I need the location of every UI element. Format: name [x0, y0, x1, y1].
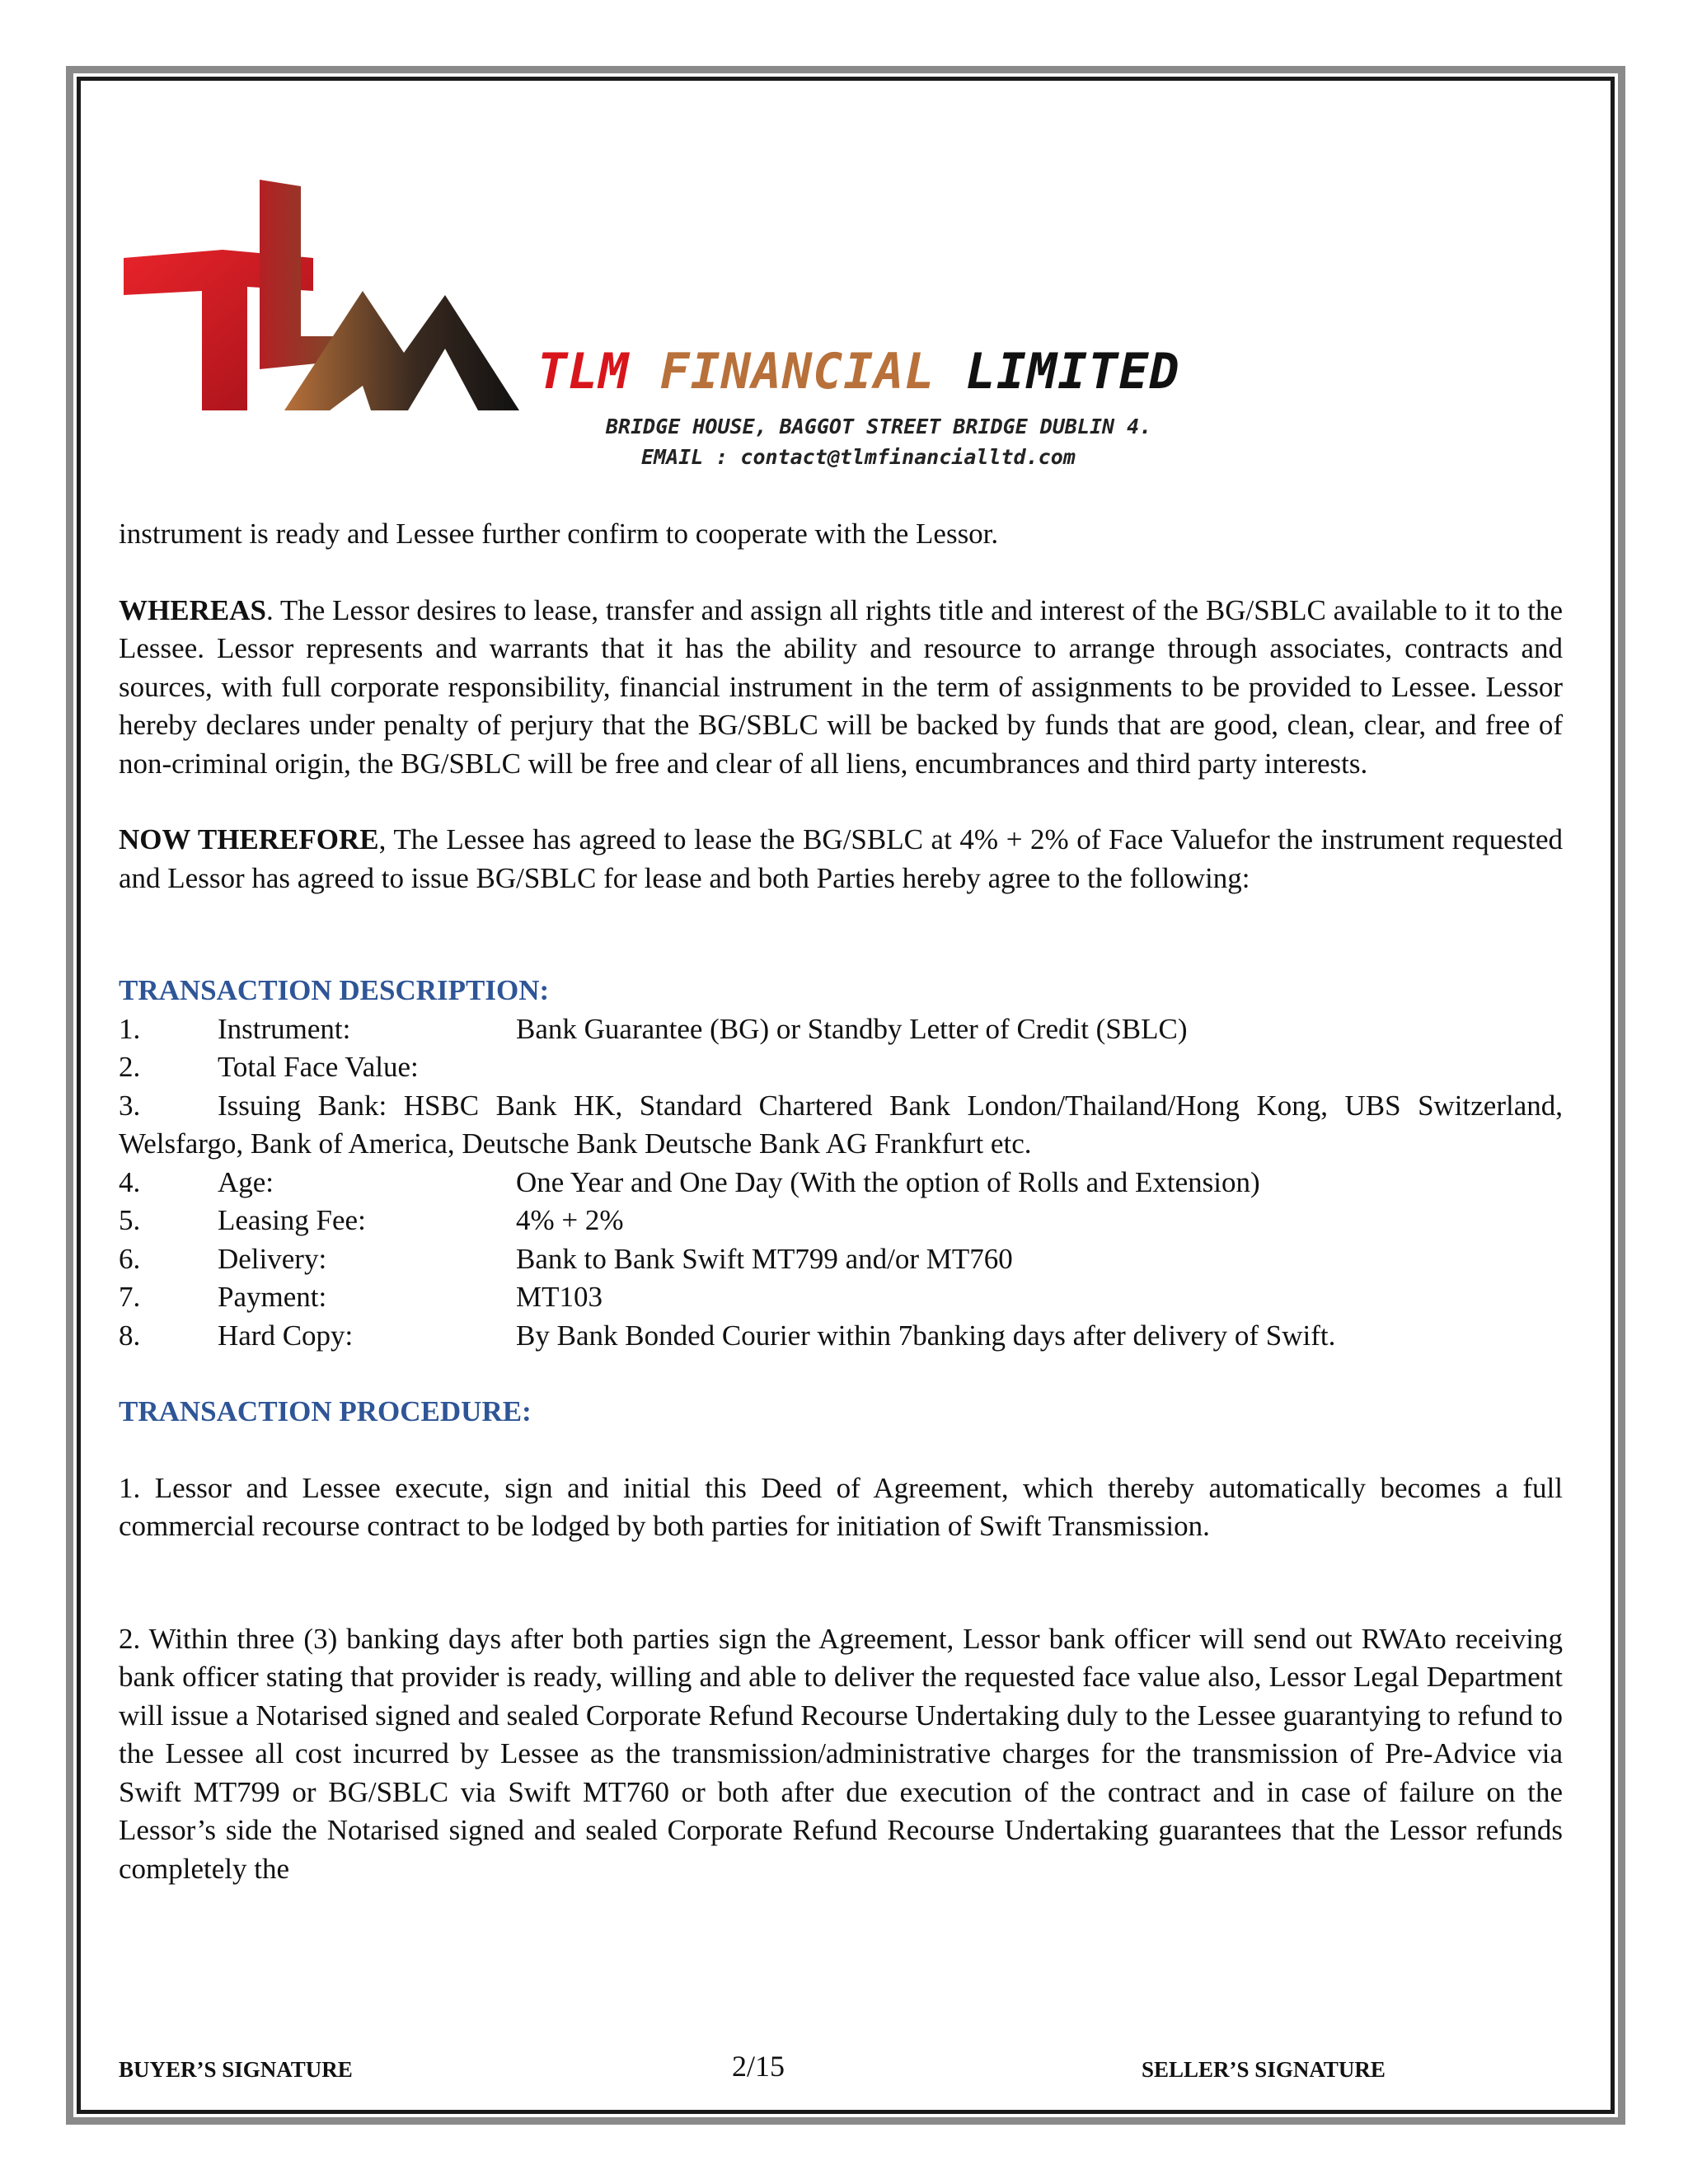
- item-value: 4% + 2%: [516, 1204, 624, 1236]
- item-number: 1.: [119, 1012, 141, 1045]
- item-value: One Year and One Day (With the option of Rolls and Extension): [516, 1165, 1260, 1198]
- transaction-description-heading: TRANSACTION DESCRIPTION:: [119, 974, 550, 1006]
- transaction-procedure-heading: TRANSACTION PROCEDURE:: [119, 1395, 532, 1427]
- company-email: EMAIL : contact@tlmfinancialltd.com: [641, 445, 1076, 469]
- company-name-word-1: TLM: [537, 343, 630, 401]
- item-value: Issuing Bank: HSBC Bank HK, Standard Chartered Bank London/Thailand/Hong Kong, UBS Switzerland, Welsfargo, Bank of America, Deutsche Bank Deutsche Bank AG Frankfurt etc.: [119, 1089, 1563, 1160]
- whereas-label: WHEREAS: [119, 593, 266, 626]
- transaction-item: [119, 1164, 1563, 1202]
- item-value: Bank Guarantee (BG) or Standby Letter of Credit (SBLC): [516, 1012, 1188, 1045]
- item-label: Age:: [218, 1165, 274, 1198]
- item-number: 8.: [119, 1319, 141, 1352]
- item-number: 6.: [119, 1242, 141, 1275]
- transaction-item: [119, 1087, 1563, 1164]
- item-label: Payment:: [218, 1281, 327, 1313]
- paragraph-whereas: [119, 592, 1563, 784]
- transaction-item: [119, 1010, 1563, 1049]
- document-body: [119, 515, 1563, 1888]
- transaction-item: [119, 1202, 1563, 1240]
- paragraph-intro: instrument is ready and Lessee further confirm to cooperate with the Lessor.: [119, 518, 999, 550]
- now-therefore-label: NOW THEREFORE: [119, 823, 379, 855]
- item-number: 4.: [119, 1165, 141, 1198]
- page-number: 2/15: [732, 2050, 785, 2083]
- procedure-step-2: 2. Within three (3) banking days after both parties sign the Agreement, Lessor bank officer will send out RWAto receiving bank officer stating that provider is ready, willing and able to deliver the requested face value also, Lessor Legal Department will issue a Notarised signed and sealed Corporate Refund Recourse Undertaking duly to the Lessee guarantying to refund to the Lessee all cost incurred by Lessee as the transmission/administrative charges for the transmission of Pre-Advice via Swift MT799 or BG/SBLC via Swift MT760 or both after due execution of the contract and in case of failure on the Lessor’s side the Notarised signed and sealed Corporate Refund Recourse Undertaking guarantees that the Lessor refunds completely the: [119, 1622, 1563, 1885]
- buyer-signature-label: BUYER’S SIGNATURE: [119, 2057, 353, 2082]
- now-therefore-text: , The Lessee has agreed to lease the BG/SBLC at 4% + 2% of Face Valuefor the instrument requested and Lessor has agreed to issue BG/SBLC for lease and both Parties hereby agree to the following:: [119, 823, 1564, 894]
- item-value: [516, 1048, 1563, 1087]
- company-name-word-2: FINANCIAL: [659, 343, 935, 401]
- item-number: 5.: [119, 1204, 141, 1236]
- company-name: [537, 343, 1180, 401]
- transaction-item: [119, 1048, 1563, 1087]
- item-number: 3.: [119, 1089, 141, 1122]
- transaction-item: [119, 1240, 1563, 1279]
- item-value: MT103: [516, 1281, 603, 1313]
- seller-signature-label: SELLER’S SIGNATURE: [1142, 2057, 1386, 2082]
- company-name-word-3: LIMITED: [965, 343, 1180, 401]
- tlm-logo-icon: [124, 180, 519, 427]
- paragraph-now-therefore: [119, 821, 1563, 898]
- item-number: 7.: [119, 1281, 141, 1313]
- whereas-text: . The Lessor desires to lease, transfer and assign all rights title and interest of the BG/SBLC available to it to the Lessee. Lessor represents and warrants that it has the ability and resource to arrange through associates, contracts and sources, with full corporate responsibility, financial instrument in the term of assignments to be provided to Lessee. Lessor hereby declares under penalty of perjury that the BG/SBLC will be backed by funds that are good, clean, clear, and free of non-criminal origin, the BG/SBLC will be free and clear of all liens, encumbrances and third party interests.: [119, 593, 1563, 780]
- item-label: Total Face Value:: [218, 1051, 419, 1083]
- item-label: Hard Copy:: [218, 1319, 354, 1352]
- item-number: 2.: [119, 1051, 141, 1083]
- item-label: Leasing Fee:: [218, 1204, 366, 1236]
- item-value: Bank to Bank Swift MT799 and/or MT760: [516, 1242, 1013, 1275]
- item-label: Instrument:: [218, 1012, 351, 1045]
- transaction-item: [119, 1317, 1563, 1356]
- company-address: BRIDGE HOUSE, BAGGOT STREET BRIDGE DUBLIN 4.: [606, 415, 1152, 438]
- item-value: By Bank Bonded Courier within 7banking days after delivery of Swift.: [516, 1319, 1336, 1352]
- item-label: Delivery:: [218, 1242, 327, 1275]
- procedure-step-1: 1. Lessor and Lessee execute, sign and initial this Deed of Agreement, which thereby automatically becomes a full commercial recourse contract to be lodged by both parties for initiation of Swift Transmission.: [119, 1471, 1563, 1542]
- transaction-item: [119, 1278, 1563, 1317]
